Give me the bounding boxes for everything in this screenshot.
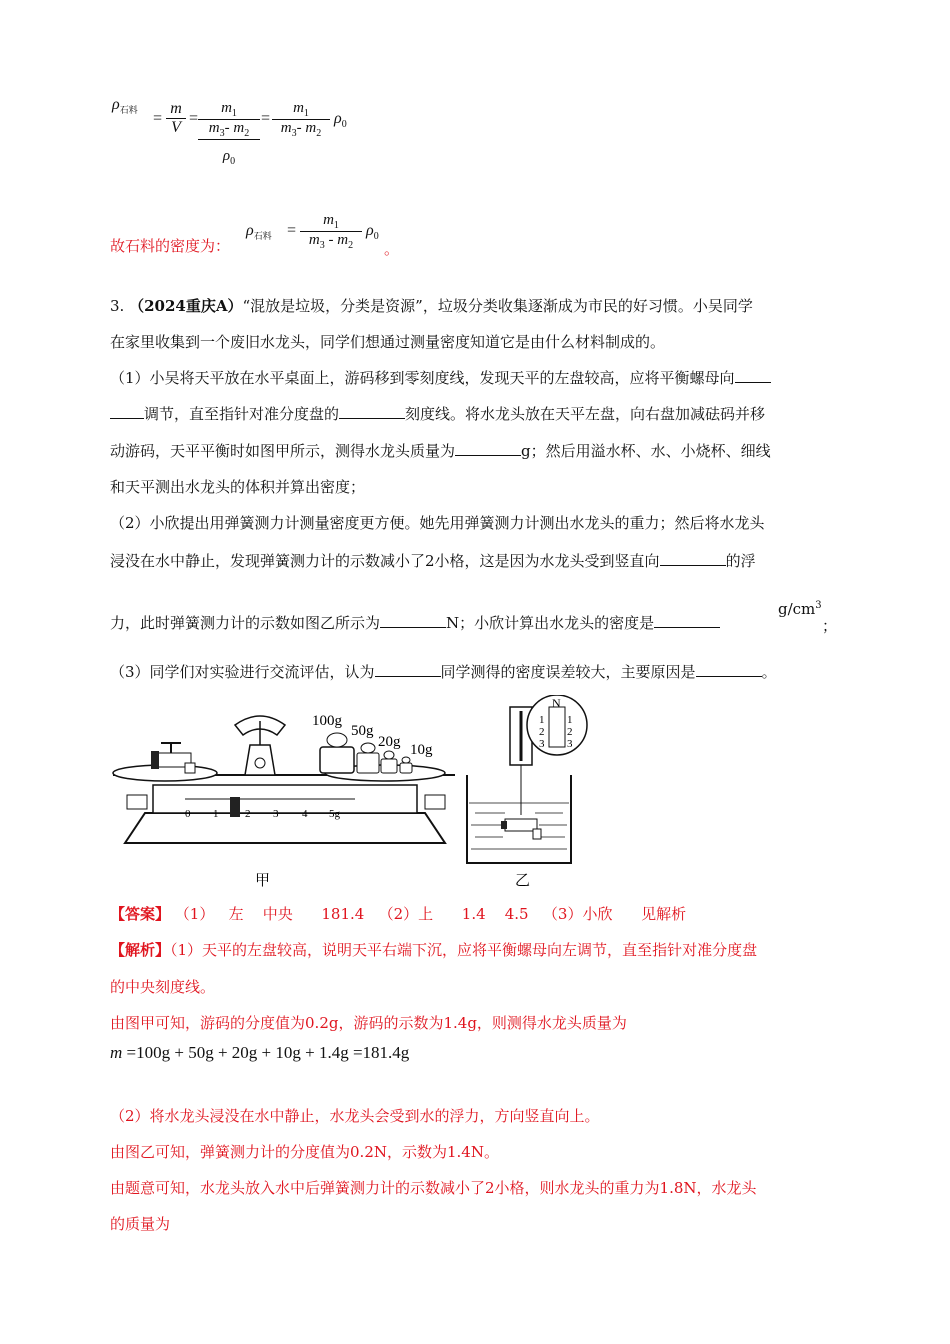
part2-end: ； <box>822 617 838 635</box>
p3-text-1a: （3）同学们对实验进行交流评估，认为 <box>110 663 375 681</box>
spring-right-2: 2 <box>567 726 573 738</box>
spring-right-3: 3 <box>567 738 573 750</box>
density-unit <box>778 600 822 618</box>
p3-text-1b: 同学测得的密度误差较大，主要原因是 <box>440 663 696 681</box>
answer-item-6: 1.4 <box>461 905 486 923</box>
eq-sign-1: = <box>152 110 163 127</box>
part3-line1 <box>110 662 777 682</box>
m2-b: m <box>305 120 317 136</box>
m3-c: m <box>308 232 320 248</box>
spring-left-1: 1 <box>539 714 545 726</box>
p2-text-3a: 力，此时弹簧测力计的示数如图乙所示为 <box>110 614 381 632</box>
analysis2-line3: 由题意可知，水龙头放入水中后弹簧测力计的示数减小了2小格，则水龙头的重力为1.8N，水龙头 <box>110 1179 757 1197</box>
analysis-text-1: （1）天平的左盘较高，说明天平右端下沉，应将平衡螺母向左调节，直至指针对准分度盘 <box>170 941 758 959</box>
p2-text-2a: 浸没在水中静止，发现弹簧测力计的示数减小了2小格，这是因为水龙头受到竖直向 <box>110 552 660 570</box>
caption-yi: 乙 <box>515 871 531 889</box>
sub-2b: 2 <box>316 128 322 139</box>
answer-line <box>110 904 686 924</box>
minus-a: - <box>224 120 230 136</box>
m1-a: m <box>221 100 232 116</box>
p1-text-3b: g；然后用溢水杯、水、小烧杯、细线 <box>521 442 771 460</box>
tick-3: 3 <box>273 808 279 820</box>
blank-mass[interactable] <box>455 441 521 456</box>
intro-text-1: “混放是垃圾，分类是资源”，垃圾分类收集逐渐成为市民的好习惯。小吴同学 <box>242 297 753 315</box>
conclusion-end: 。 <box>384 240 400 258</box>
sub-2a: 2 <box>244 128 250 139</box>
rho-sub-c: 石料 <box>253 232 272 243</box>
rho-symbol: ρ <box>112 96 120 113</box>
sub-3c: 3 <box>319 240 325 251</box>
conclusion-text: 故石料的密度为： <box>110 237 231 255</box>
part2-line1: （2）小欣提出用弹簧测力计测量密度更方便。她先用弹簧测力计测出水龙头的重力；然后将水龙头 <box>110 514 765 532</box>
blank-student[interactable] <box>375 662 441 677</box>
question-intro-line1 <box>110 296 753 316</box>
analysis-line2: 的中央刻度线。 <box>110 978 216 996</box>
analysis-label: 【解析】 <box>110 941 171 959</box>
sub-3a: 3 <box>219 128 225 139</box>
tick-4: 4 <box>302 808 308 820</box>
part1-line4: 和天平测出水龙头的体积并算出密度； <box>110 478 366 496</box>
balance-base <box>125 813 445 843</box>
unit-text: g/cm <box>778 600 816 618</box>
p3-text-1c: 。 <box>761 663 777 681</box>
m3-a: m <box>208 120 220 136</box>
minus-b: - <box>296 120 302 136</box>
part2-line3 <box>110 613 720 633</box>
rho0-c <box>366 222 379 242</box>
question-number: 3. <box>110 297 125 315</box>
eq-sign-c: = <box>286 222 297 239</box>
formula-rest: =100g + 50g + 20g + 10g + 1.4g =181.4g <box>126 1043 410 1062</box>
m1-b: m <box>293 100 304 116</box>
rho0-b: ρ <box>334 110 342 127</box>
fraction-m1-over-diff <box>272 100 330 139</box>
frac-num-m: m <box>166 100 186 119</box>
minus-c: - <box>328 232 334 248</box>
tick-0: 0 <box>185 808 191 820</box>
spring-unit: N <box>552 696 561 710</box>
blank-density[interactable] <box>654 613 720 628</box>
answer-item-9: 见解析 <box>641 905 687 923</box>
conclusion-formula <box>246 222 272 242</box>
fraction-m-over-v <box>166 100 186 137</box>
experiment-figure <box>105 695 665 895</box>
tick-5g: 5g <box>329 808 340 820</box>
blank-reason[interactable] <box>696 662 762 677</box>
answer-item-1: （1） <box>174 905 215 923</box>
p2-text-2b: 的浮 <box>725 552 756 570</box>
spring-right-1: 1 <box>567 714 573 726</box>
analysis-line1 <box>110 940 757 960</box>
rho0-cc: ρ <box>366 222 374 239</box>
p2-text-3b: N；小欣计算出水龙头的密度是 <box>446 614 655 632</box>
weight-label-20g: 20g <box>378 734 401 750</box>
rider <box>230 797 240 817</box>
answer-label: 【答案】 <box>110 905 171 923</box>
blank-direction-a[interactable] <box>735 368 771 383</box>
m1-c: m <box>323 212 334 228</box>
unit-exp: 3 <box>815 600 822 611</box>
p1-text-2b: 刻度线。将水龙头放在天平左盘，向右盘加减砝码并移 <box>405 405 766 423</box>
sub-0a: 0 <box>230 156 236 167</box>
density-derivation <box>112 96 138 116</box>
question-source: （2024重庆A） <box>129 297 243 315</box>
weight-label-100g: 100g <box>312 713 342 729</box>
rho0-end <box>334 110 347 130</box>
rho0-a: ρ <box>222 148 231 164</box>
conclusion-fraction <box>300 212 362 251</box>
tick-1: 1 <box>213 808 219 820</box>
sub-0c: 0 <box>373 231 379 243</box>
part1-line3 <box>110 441 771 461</box>
sub-1a: 1 <box>231 108 237 119</box>
m2-a: m <box>233 120 245 136</box>
spring-left-2: 2 <box>539 726 545 738</box>
answer-item-4: 181.4 <box>321 905 365 923</box>
analysis-line3: 由图甲可知，游码的分度值为0.2g，游码的示数为1.4g，则测得水龙头质量为 <box>110 1014 627 1032</box>
blank-force-reading[interactable] <box>380 613 446 628</box>
faucet-in-water <box>501 819 541 839</box>
blank-scale-position[interactable] <box>339 404 405 419</box>
spring-left-3: 3 <box>539 738 545 750</box>
left-nut <box>127 795 147 809</box>
eq-sign-2: = <box>188 110 199 127</box>
part2-line2 <box>110 551 756 571</box>
sub-2c: 2 <box>348 240 354 251</box>
tick-2: 2 <box>245 808 251 820</box>
mass-formula <box>110 1043 409 1063</box>
part1-line2 <box>110 404 765 424</box>
answer-item-2: 左 <box>228 905 244 923</box>
p1-text-3a: 动游码，天平平衡时如图甲所示，测得水龙头质量为 <box>110 442 456 460</box>
blank-direction-b[interactable] <box>110 404 144 419</box>
m2-c: m <box>337 232 349 248</box>
sub-3b: 3 <box>291 128 297 139</box>
right-nut <box>425 795 445 809</box>
weight-label-50g: 50g <box>351 723 374 739</box>
answer-item-5: （2）上 <box>378 905 434 923</box>
blank-buoyancy-direction[interactable] <box>660 551 726 566</box>
eq-sign-3: = <box>260 110 271 127</box>
analysis2-line2: 由图乙可知，弹簧测力计的分度值为0.2N，示数为1.4N。 <box>110 1143 499 1161</box>
analysis2-line4: 的质量为 <box>110 1215 171 1233</box>
weight-label-10g: 10g <box>410 742 433 758</box>
sub-1c: 1 <box>333 220 339 231</box>
m3-b: m <box>280 120 292 136</box>
caption-jia: 甲 <box>255 871 271 889</box>
rho-c: ρ <box>246 222 254 239</box>
sub-0b: 0 <box>341 119 347 131</box>
analysis2-line1: （2）将水龙头浸没在水中静止，水龙头会受到水的浮力，方向竖直向上。 <box>110 1107 600 1125</box>
compound-fraction <box>198 100 260 167</box>
answer-item-7: 4.5 <box>504 905 529 923</box>
formula-m: m <box>110 1043 123 1062</box>
rho-subscript: 石料 <box>119 106 138 117</box>
frac-den-v: V <box>171 119 181 136</box>
answer-item-8: （3）小欣 <box>542 905 613 923</box>
sub-1b: 1 <box>303 108 309 119</box>
p1-text-2a: 调节，直至指针对准分度盘的 <box>144 405 340 423</box>
part1-line1 <box>110 368 771 388</box>
p1-text-1: （1）小吴将天平放在水平桌面上，游码移到零刻度线，发现天平的左盘较高，应将平衡螺母向 <box>110 369 735 387</box>
answer-item-3: 中央 <box>262 905 293 923</box>
question-intro-line2: 在家里收集到一个废旧水龙头，同学们想通过测量密度知道它是由什么材料制成的。 <box>110 333 666 351</box>
